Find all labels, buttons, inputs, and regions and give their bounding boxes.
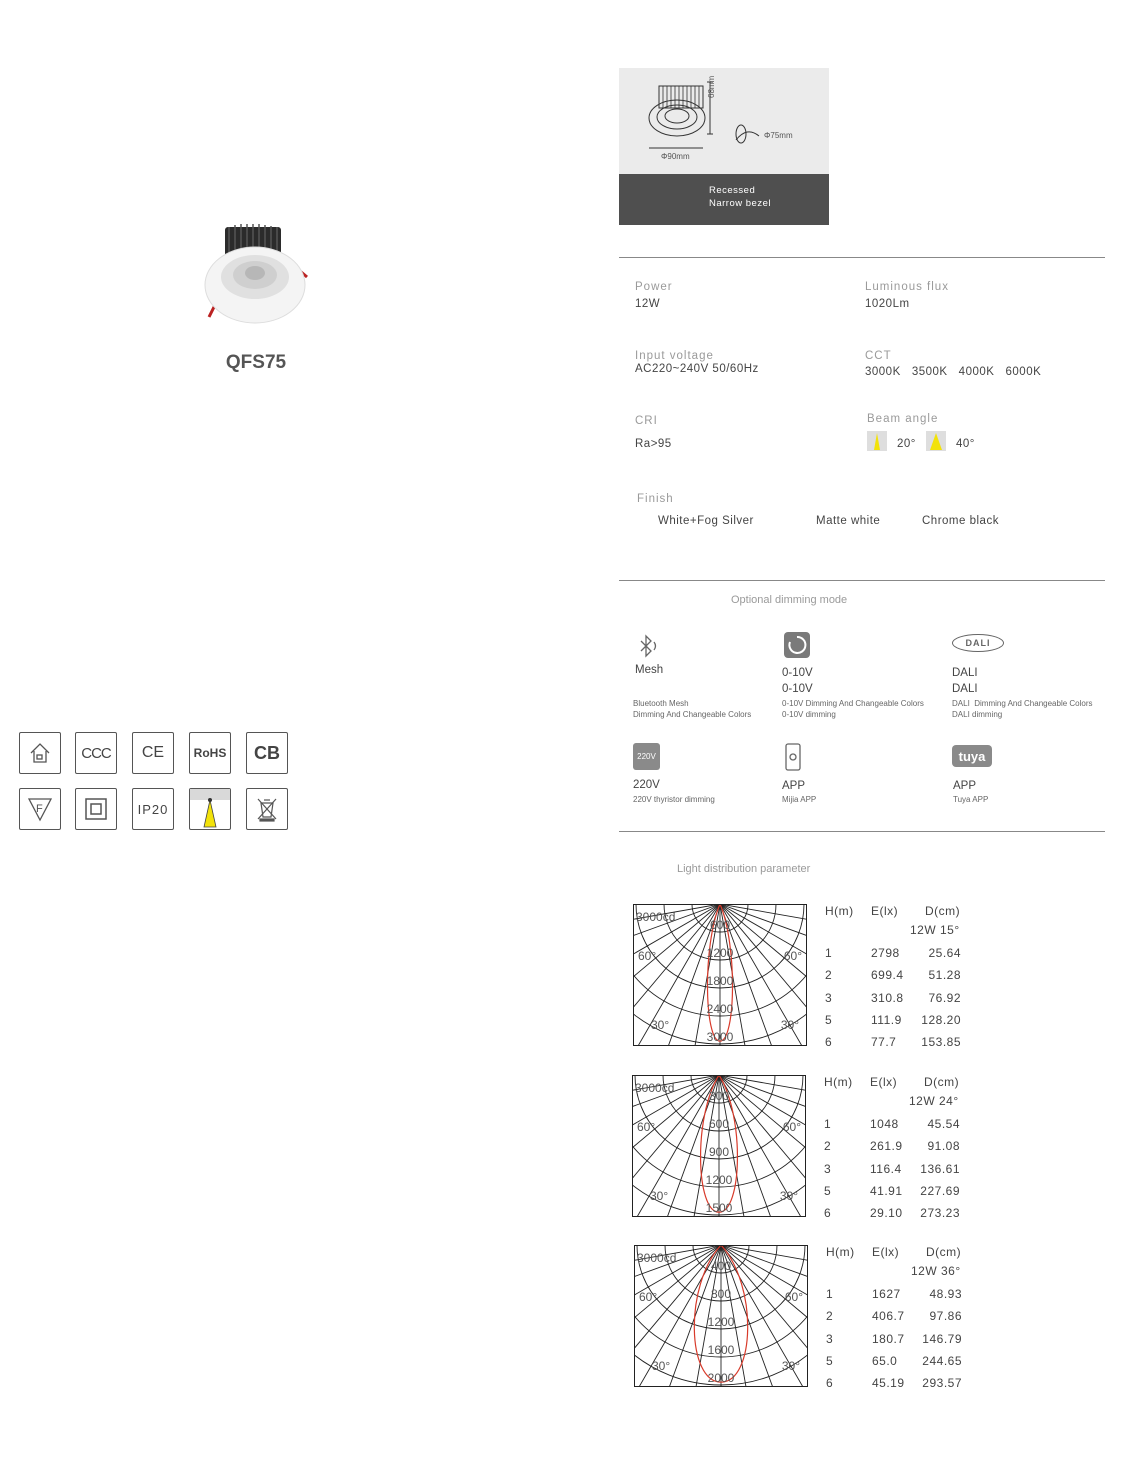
table-cell: 128.20 [921, 1012, 961, 1027]
table-cell: 6 [826, 1376, 834, 1391]
mode-220v-desc: 220V thyristor dimming [633, 795, 715, 804]
table-cell: 97.86 [929, 1309, 962, 1324]
angle-label-left-30: 30° [650, 1189, 669, 1203]
mode-010v-title: 0-10V [782, 667, 813, 679]
voltage-label: Input voltage [635, 350, 714, 362]
radial-label: 1600 [707, 1343, 735, 1357]
table-cell: 244.65 [922, 1353, 962, 1368]
power-label: Power [635, 281, 673, 293]
polar-corner-label: 3000cd [635, 1081, 675, 1095]
divider [619, 831, 1105, 832]
power-value: 12W [635, 298, 661, 310]
cb-icon: CB [246, 732, 288, 774]
mode-tuya-desc: Tuya APP [953, 795, 989, 804]
table-header: D(cm) [926, 1245, 962, 1259]
table-cell: 261.9 [870, 1139, 903, 1154]
table-cell: 91.08 [927, 1139, 960, 1154]
finish-option-3: Chrome black [922, 515, 999, 527]
angle-label-left-30: 30° [652, 1359, 671, 1373]
mode-mesh-desc-1: Bluetooth Mesh [633, 699, 689, 708]
table-cell: 1 [824, 1117, 832, 1131]
mounting-band [619, 174, 829, 225]
table-cell: 6 [824, 1206, 832, 1221]
angle-label-left-60: 60° [639, 1290, 658, 1304]
table-cell: 153.85 [921, 1035, 961, 1050]
cct-value: 3000K 3500K 4000K 6000K [865, 366, 1042, 378]
cri-label: CRI [635, 415, 658, 427]
mounting-type: Recessed [709, 185, 756, 196]
polar-chart [633, 904, 807, 1046]
table-cell: 136.61 [920, 1161, 960, 1176]
polar-chart [634, 1245, 808, 1387]
beam-wide-value: 40° [956, 438, 975, 450]
divider [619, 257, 1105, 258]
ce-icon: CE [132, 732, 174, 774]
divider [619, 580, 1105, 581]
table-cell: 2 [825, 968, 833, 983]
ip20-icon: IP20 [132, 788, 174, 830]
table-header: D(cm) [924, 1075, 960, 1089]
table-cell: 293.57 [922, 1376, 962, 1391]
table-cell: 273.23 [920, 1206, 960, 1221]
radial-label: 600 [709, 918, 731, 932]
home-use-icon [19, 732, 61, 774]
table-header: H(m) [826, 1245, 855, 1259]
table-header: H(m) [824, 1075, 853, 1089]
angle-label-left-60: 60° [637, 1120, 656, 1134]
mode-010v-desc-2: 0-10V dimming [782, 710, 836, 719]
svg-text:F: F [36, 803, 43, 815]
tuya-icon: tuya [952, 745, 992, 767]
radial-label: 2400 [706, 1002, 734, 1016]
table-cell: 2 [826, 1309, 834, 1324]
mode-tuya-title: APP [953, 780, 977, 792]
polar-radial-line [633, 904, 720, 1039]
light-distribution-title: Light distribution parameter [677, 863, 811, 875]
radial-label: 1200 [706, 946, 734, 960]
bezel-type: Narrow bezel [709, 198, 771, 209]
table-cell: 111.9 [871, 1012, 902, 1027]
polar-corner-label: 3000cd [637, 1251, 677, 1265]
angle-label-right-60: 60° [783, 949, 802, 963]
mode-dali-desc-1: DALI Dimming And Changeable Colors [952, 699, 1093, 708]
class-ii-icon [75, 788, 117, 830]
mode-dali-title: DALI [952, 667, 978, 679]
beam-label: Beam angle [867, 413, 939, 425]
table-cell: 2798 [871, 946, 900, 960]
product-model: QFS75 [225, 352, 287, 373]
table-cell: 699.4 [871, 968, 904, 983]
table-cell: 180.7 [872, 1331, 905, 1346]
angle-label-left-30: 30° [651, 1018, 670, 1032]
table-cell: 310.8 [871, 990, 904, 1005]
ceiling-light-icon [189, 788, 231, 830]
finish-option-2: Matte white [816, 515, 881, 527]
radial-label: 800 [710, 1287, 732, 1301]
radial-label: 3000 [706, 1030, 734, 1044]
table-cell: 76.92 [928, 990, 961, 1005]
table-subtitle: 12W 24° [909, 1094, 959, 1108]
radial-label: 1500 [705, 1201, 733, 1215]
table-cell: 5 [826, 1353, 834, 1368]
cutout-label: Φ75mm [764, 131, 793, 140]
angle-label-right-30: 30° [780, 1018, 799, 1032]
table-cell: 5 [824, 1183, 832, 1198]
table-header: E(lx) [871, 904, 899, 918]
radial-label: 2000 [707, 1371, 735, 1385]
table-cell: 77.7 [871, 1035, 897, 1050]
angle-label-right-30: 30° [781, 1359, 800, 1373]
radial-label: 1800 [706, 974, 734, 988]
table-cell: 3 [826, 1331, 834, 1346]
table-cell: 116.4 [870, 1161, 902, 1176]
table-cell: 406.7 [872, 1309, 905, 1324]
table-header: D(cm) [925, 904, 961, 918]
table-subtitle: 12W 15° [910, 923, 960, 937]
table-cell: 48.93 [929, 1287, 962, 1301]
polar-chart [632, 1075, 806, 1217]
height-label: 68mm [707, 75, 716, 98]
radial-label: 400 [710, 1259, 732, 1273]
table-cell: 45.19 [872, 1376, 905, 1391]
wide-beam-icon [926, 431, 946, 451]
mode-010v-subtitle: 0-10V [782, 683, 813, 695]
table-cell: 1627 [872, 1287, 901, 1301]
beam-narrow-value: 20° [897, 438, 916, 450]
dimming-title: Optional dimming mode [731, 594, 848, 606]
mode-mesh-title: Mesh [635, 664, 664, 676]
table-cell: 45.54 [927, 1117, 960, 1131]
mode-220v-title: 220V [633, 779, 660, 791]
table-cell: 25.64 [928, 946, 961, 960]
angle-label-right-60: 60° [782, 1120, 801, 1134]
ccc-icon: CCC [75, 732, 117, 774]
table-cell: 146.79 [922, 1331, 962, 1346]
table-cell: 1 [826, 1287, 834, 1301]
table-cell: 227.69 [920, 1183, 960, 1198]
cct-label: CCT [865, 350, 892, 362]
phone-icon [784, 742, 802, 777]
table-cell: 5 [825, 1012, 833, 1027]
mode-dali-desc-2: DALI dimming [952, 710, 1003, 719]
table-cell: 3 [824, 1161, 832, 1176]
radial-label: 900 [708, 1145, 730, 1159]
table-cell: 1 [825, 946, 833, 960]
bluetooth-icon [635, 633, 661, 664]
table-header: E(lx) [872, 1245, 900, 1259]
table-cell: 1048 [870, 1117, 899, 1131]
table-subtitle: 12W 36° [911, 1264, 961, 1278]
table-cell: 6 [825, 1035, 833, 1050]
polar-radial-line [720, 904, 807, 940]
radial-label: 1200 [707, 1315, 735, 1329]
flux-value: 1020Lm [865, 298, 910, 310]
rohs-icon: RoHS [189, 732, 231, 774]
polar-radial-line [632, 1075, 719, 1210]
polar-radial-line [719, 1075, 806, 1111]
product-image [195, 215, 315, 325]
mode-010v-desc-1: 0-10V Dimming And Changeable Colors [782, 699, 924, 708]
angle-label-left-60: 60° [638, 949, 657, 963]
mode-mijia-desc: Mijia APP [782, 795, 817, 804]
finish-label: Finish [637, 493, 674, 505]
voltage-value: AC220~240V 50/60Hz [635, 363, 759, 375]
table-cell: 3 [825, 990, 833, 1005]
mode-mesh-desc-2: Dimming And Changeable Colors [633, 710, 752, 719]
table-cell: 41.91 [870, 1183, 903, 1198]
f-mark-icon [19, 788, 61, 830]
table-cell: 2 [824, 1139, 832, 1154]
table-cell: 65.0 [872, 1353, 898, 1368]
flux-label: Luminous flux [865, 281, 949, 293]
cri-value: Ra>95 [635, 438, 672, 450]
radial-label: 600 [708, 1117, 730, 1131]
dimmer-knob-icon [784, 632, 810, 658]
table-cell: 29.10 [870, 1206, 903, 1221]
diameter-label: Φ90mm [661, 152, 690, 161]
table-header: H(m) [825, 904, 854, 918]
angle-label-right-30: 30° [779, 1189, 798, 1203]
dali-icon: DALI [952, 634, 1004, 652]
radial-label: 1200 [705, 1173, 733, 1187]
table-cell: 51.28 [928, 968, 961, 983]
radial-label: 300 [708, 1089, 730, 1103]
disposal-bin-icon [246, 788, 288, 830]
polar-corner-label: 3000cd [636, 910, 676, 924]
220v-icon: 220V [633, 743, 660, 770]
mode-dali-subtitle: DALI [952, 683, 978, 695]
angle-label-right-60: 60° [784, 1290, 803, 1304]
dimension-card [619, 68, 829, 174]
narrow-beam-icon [867, 431, 887, 451]
finish-option-1: White+Fog Silver [658, 515, 754, 527]
table-header: E(lx) [870, 1075, 898, 1089]
mode-mijia-title: APP [782, 780, 806, 792]
